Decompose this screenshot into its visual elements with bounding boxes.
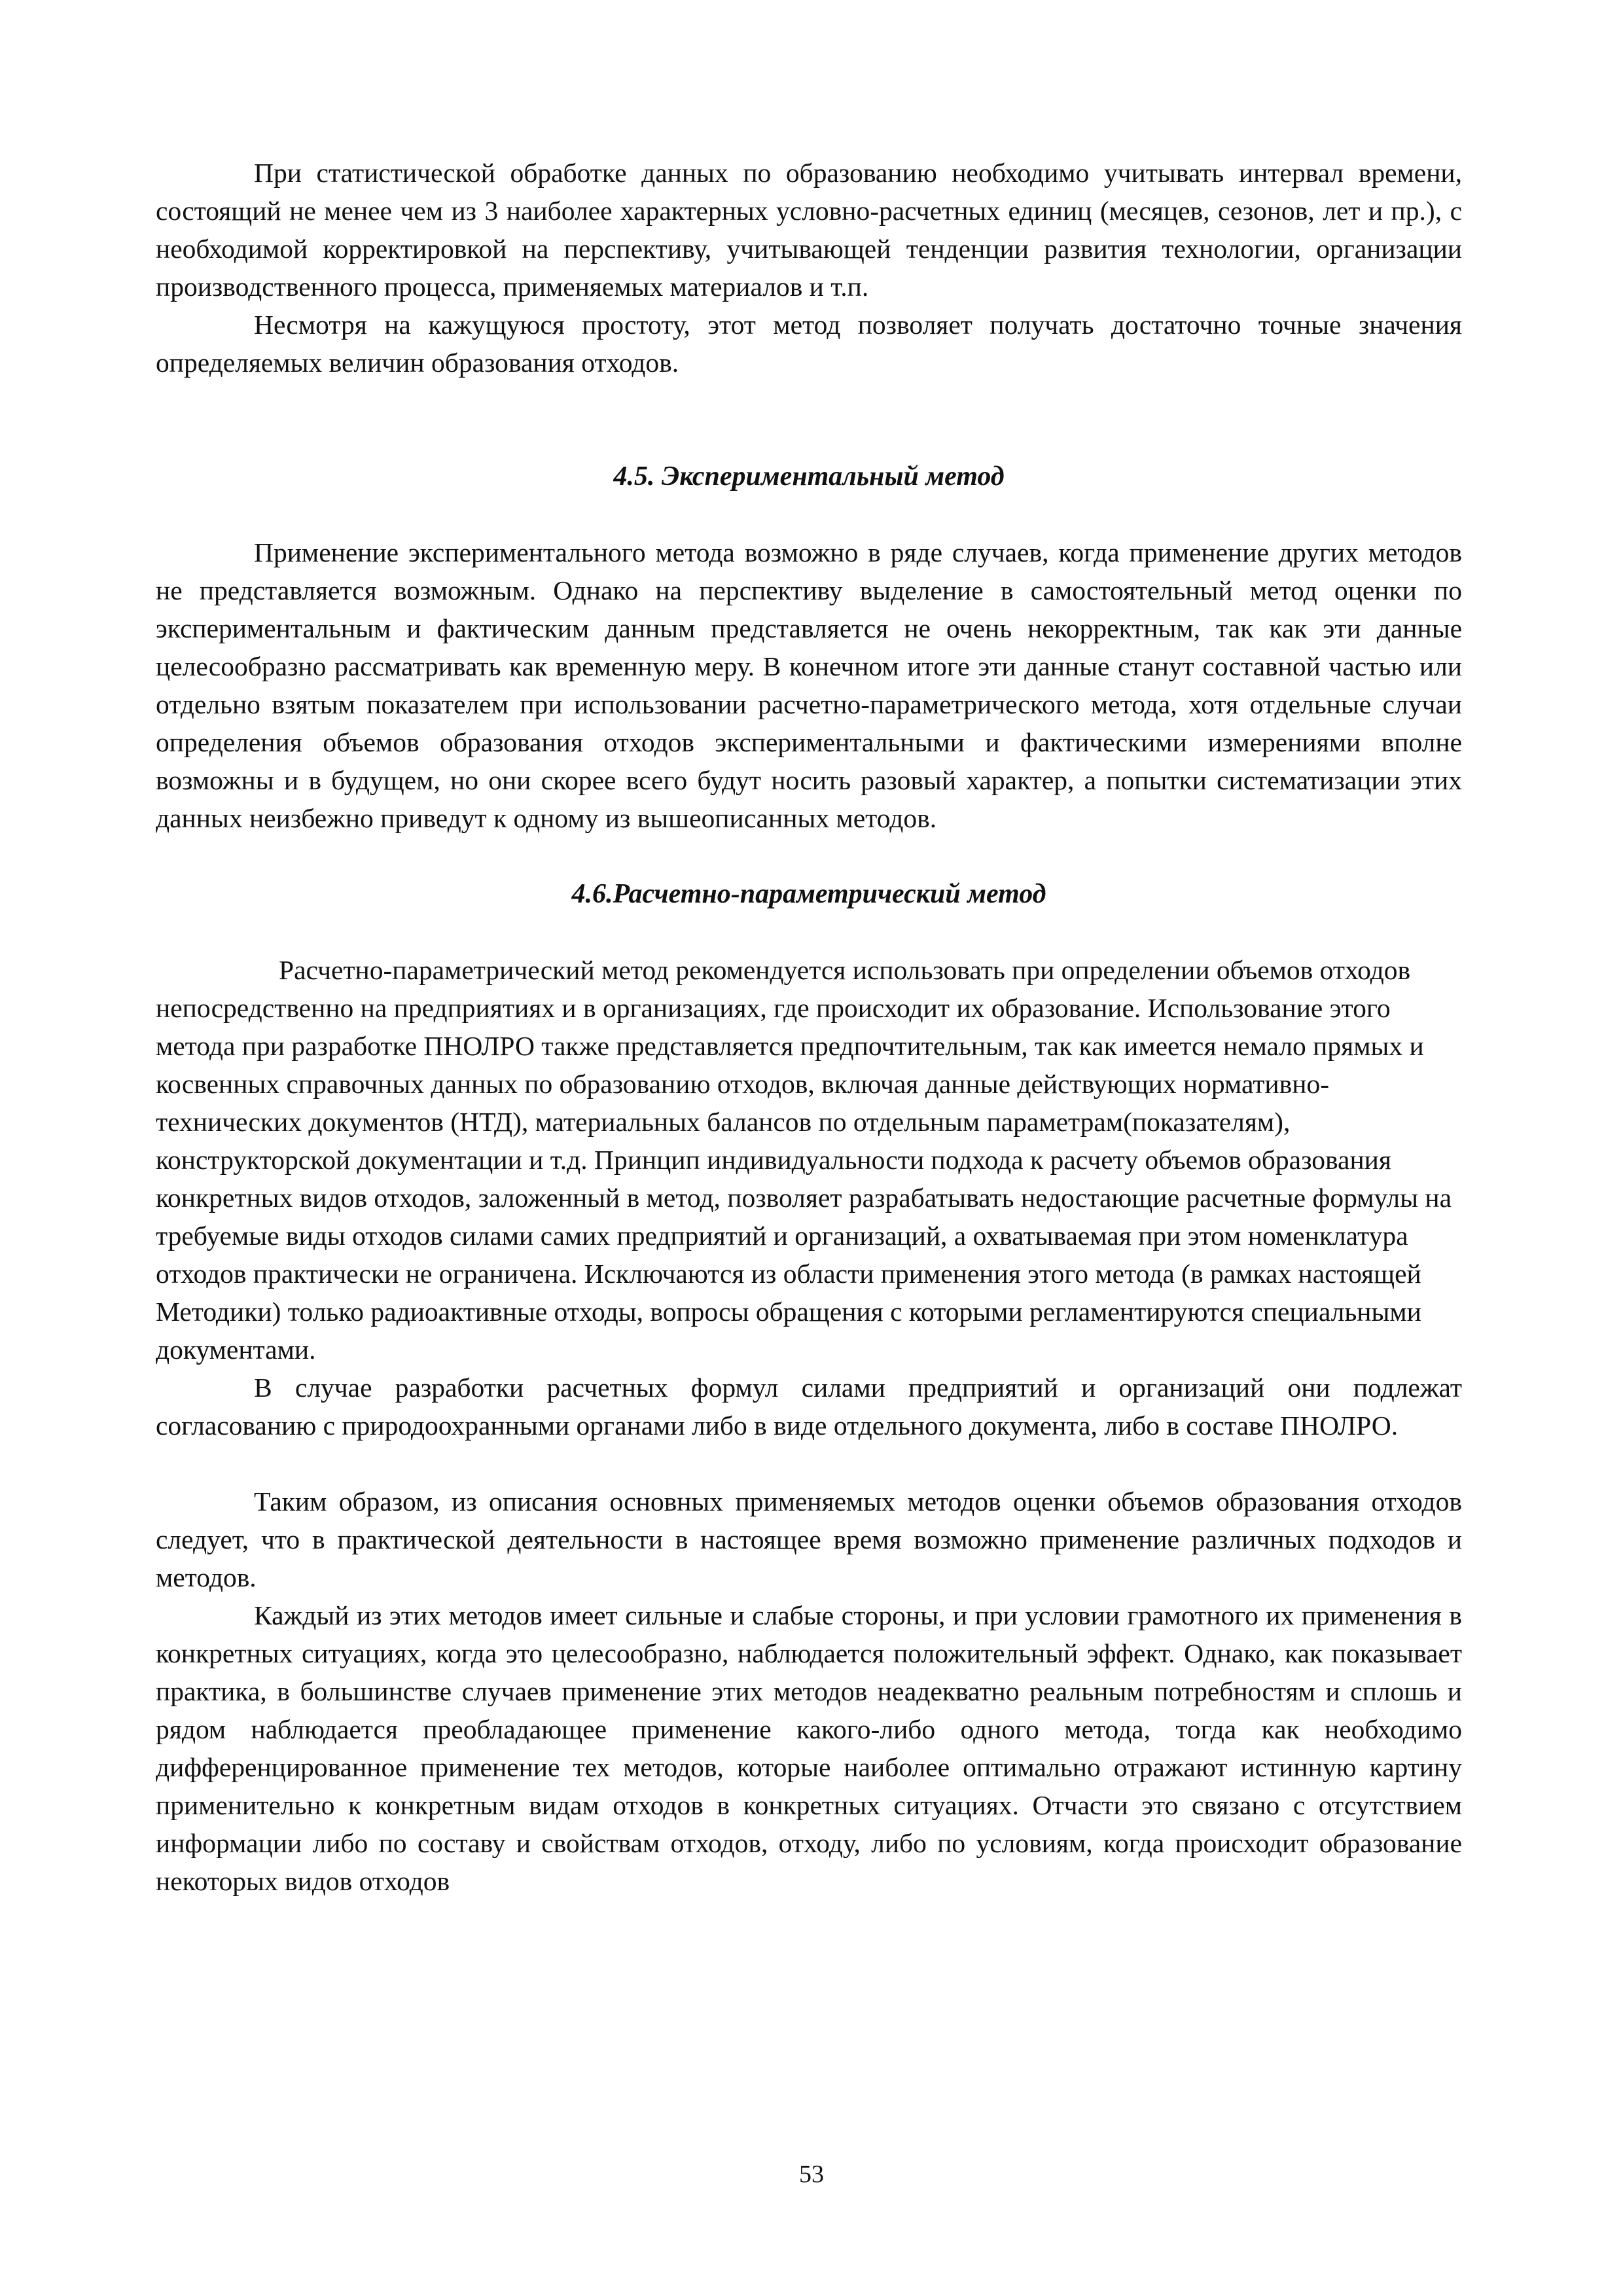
paragraph-calculation-parametric-method: Расчетно-параметрический метод рекомендуется использовать при определении объемов отходов непосредственно на предприятиях и в организациях, где происходит их образование. Использование этого метода при разработке ПНОЛРО также представляется предпочтительным, так как имеется немало прямых и косвенных справочных данных по образованию отходов, включая данные действующих нормативно-технических документов (НТД), материальных балансов по отдельным параметрам(показателям), конструкторской документации и т.д. Принцип индивидуальности подхода к расчету объемов образования конкретных видов отходов, заложенный в метод, позволяет разрабатывать недостающие расчетные формулы на требуемые виды отходов силами самих предприятий и организаций, а охватываемая при этом номенклатура отходов практически не ограничена. Исключаются из области применения этого метода (в рамках настоящей Методики) только радиоактивные отходы, вопросы обращения с которыми регламентируются специальными документами.: [156, 955, 1452, 1365]
paragraph-statistical-processing: При статистической обработке данных по образованию необходимо учитывать интервал времени, состоящий не менее чем из 3 наиболее характерных условно-расчетных единиц (месяцев, сезонов, лет и пр.), с необходимой корректировкой на перспективу, учитывающей тенденции развития технологии, организации производственного процесса, применяемых материалов и т.п.: [156, 158, 1462, 302]
section-spacer: [156, 837, 1462, 875]
paragraph-strengths-weaknesses: Каждый из этих методов имеет сильные и слабые стороны, и при условии грамотного их применения в конкретных ситуациях, когда это целесообразно, наблюдается положительный эффект. Однако, как показывает практика, в большинстве случаев применение этих методов неадекватно реальным потребностям и сплошь и рядом наблюдается преобладающее применение какого-либо одного метода, тогда как необходимо дифференцированное применение тех методов, которые наиболее оптимально отражают истинную картину применительно к конкретным видам отходов в конкретных ситуациях. Отчасти это связано с отсутствием информации либо по составу и свойствам отходов, отходу, либо по условиям, когда происходит образование некоторых видов отходов: [156, 1600, 1462, 1896]
heading-section-4-6: 4.6.Расчетно-параметрический метод: [571, 879, 1046, 909]
section-spacer: [156, 382, 1462, 457]
document-page: [156, 154, 1462, 1900]
paragraph-conclusion-methods: Таким образом, из описания основных применяемых методов оценки объемов образования отходов следует, что в практической деятельности в настоящее время возможно применение различных подходов и методов.: [156, 1486, 1462, 1592]
section-spacer: [156, 495, 1462, 533]
section-spacer: [156, 1444, 1462, 1482]
paragraph-formula-approval: В случае разработки расчетных формул силами предприятий и организаций они подлежат согласованию с природоохранными органами либо в виде отдельного документа, либо в составе ПНОЛРО.: [156, 1372, 1462, 1441]
heading-section-4-5: 4.5. Экспериментальный метод: [613, 461, 1005, 492]
section-spacer: [156, 913, 1462, 951]
paragraph-experimental-method: Применение экспериментального метода возможно в ряде случаев, когда применение других методов не представляется возможным. Однако на перспективу выделение в самостоятельный метод оценки по экспериментальным и фактическим данным представляется не очень некорректным, так как эти данные целесообразно рассматривать как временную меру. В конечном итоге эти данные станут составной частью или отдельно взятым показателем при использовании расчетно-параметрического метода, хотя отдельные случаи определения объемов образования отходов экспериментальными и фактическими измерениями вполне возможны и в будущем, но они скорее всего будут носить разовый характер, а попытки систематизации этих данных неизбежно приведут к одному из вышеописанных методов.: [156, 537, 1462, 833]
paragraph-method-simplicity: Несмотря на кажущуюся простоту, этот метод позволяет получать достаточно точные значения определяемых величин образования отходов.: [156, 310, 1462, 378]
page-number: 53: [799, 2161, 824, 2188]
